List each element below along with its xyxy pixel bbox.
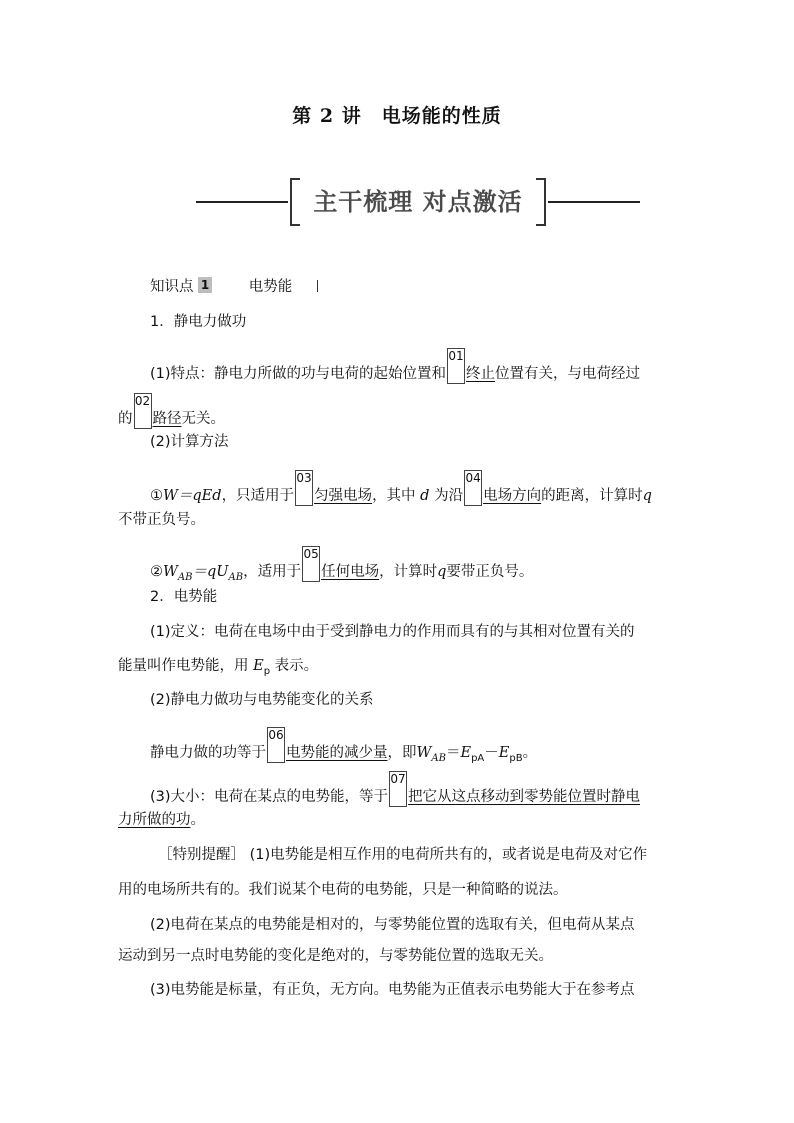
banner-text: 主干梳理 对点激活	[313, 187, 523, 216]
knowledge-point-name: 电势能	[248, 279, 293, 295]
text-cursor-icon	[317, 280, 318, 292]
blank-box-03: 03	[295, 470, 313, 506]
page-title: 第 2 讲 电场能的性质	[292, 105, 502, 127]
banner-rule-left	[196, 201, 288, 203]
answer-05: 任何电场	[321, 564, 380, 580]
paragraph-3-cont: 不带正负号。	[118, 512, 205, 528]
paragraph-3: ①W＝qEd，只适用于 03 匀强电场，其中 d 为沿 04 电场方向的距离，计算时q	[150, 471, 652, 504]
paragraph-10-cont: 运动到另一点时电势能的变化是绝对的，与零势能位置的选取无关。	[118, 948, 553, 964]
answer-06: 电势能的减少量	[286, 745, 388, 761]
banner-bracket-right	[536, 178, 546, 226]
paragraph-1: (1)特点：静电力所做的功与电荷的起始位置和 01 终止位置有关，与电荷经过	[150, 349, 641, 382]
blank-box-07: 07	[389, 771, 407, 807]
paragraph-10: (2)电荷在某点的电势能是相对的，与零势能位置的选取有关，但电荷从某点	[150, 917, 635, 933]
paragraph-11: (3)电势能是标量，有正负，无方向。电势能为正值表示电势能大于在参考点	[150, 982, 635, 998]
knowledge-point-label: 知识点	[150, 279, 194, 295]
paragraph-8: (3)大小：电荷在某点的电势能，等于 07 把它从这点移动到零势能位置时静电	[150, 772, 641, 805]
answer-07: 把它从这点移动到零势能位置时静电	[408, 789, 641, 805]
paragraph-7: 静电力做的功等于 06 电势能的减少量，即$W_{AB}=E_{pA}-E_{pB}$。	[150, 728, 538, 764]
section-heading-2: 2．电势能	[150, 589, 218, 605]
section-banner	[196, 178, 640, 224]
section-heading-1: 1．静电力做功	[150, 314, 247, 330]
answer-07-cont: 力所做的功	[118, 812, 191, 828]
answer-03: 匀强电场	[314, 488, 373, 504]
paragraph-2: (2)计算方法	[150, 434, 229, 450]
blank-box-01: 01	[447, 348, 465, 384]
blank-box-06: 06	[267, 727, 285, 763]
blank-box-04: 04	[464, 470, 482, 506]
banner-bracket-left	[290, 178, 300, 226]
knowledge-point-number: 1	[198, 277, 212, 293]
blank-box-05: 05	[302, 546, 320, 582]
paragraph-5: (1)定义：电荷在电场中由于受到静电力的作用而具有的与其相对位置有关的	[150, 624, 635, 640]
paragraph-6: (2)静电力做功与电势能变化的关系	[150, 692, 374, 708]
special-note-cont: 用的电场所共有的。我们说某个电荷的电势能，只是一种简略的说法。	[118, 882, 568, 898]
answer-04: 电场方向	[483, 488, 542, 504]
paragraph-8-cont: 力所做的功。	[118, 812, 205, 828]
paragraph-1-cont: 的 02 路径无关。	[118, 394, 225, 427]
paragraph-5-cont: 能量叫作电势能，用 $E_p$ 表示。	[118, 658, 319, 677]
blank-box-02: 02	[134, 393, 152, 429]
answer-02: 路径	[152, 411, 182, 427]
special-note: ［特别提醒］ (1)电势能是相互作用的电荷所共有的，或者说是电荷及对它作	[158, 847, 648, 863]
answer-01: 终止	[466, 366, 496, 382]
knowledge-point-line	[150, 277, 318, 297]
paragraph-4: $②W_{AB}=qU_{AB}$，适用于 05 任何电场，计算时q要带正负号。	[150, 547, 534, 583]
equation-wqed: W＝qEd	[163, 488, 222, 504]
banner-rule-right	[548, 201, 640, 203]
